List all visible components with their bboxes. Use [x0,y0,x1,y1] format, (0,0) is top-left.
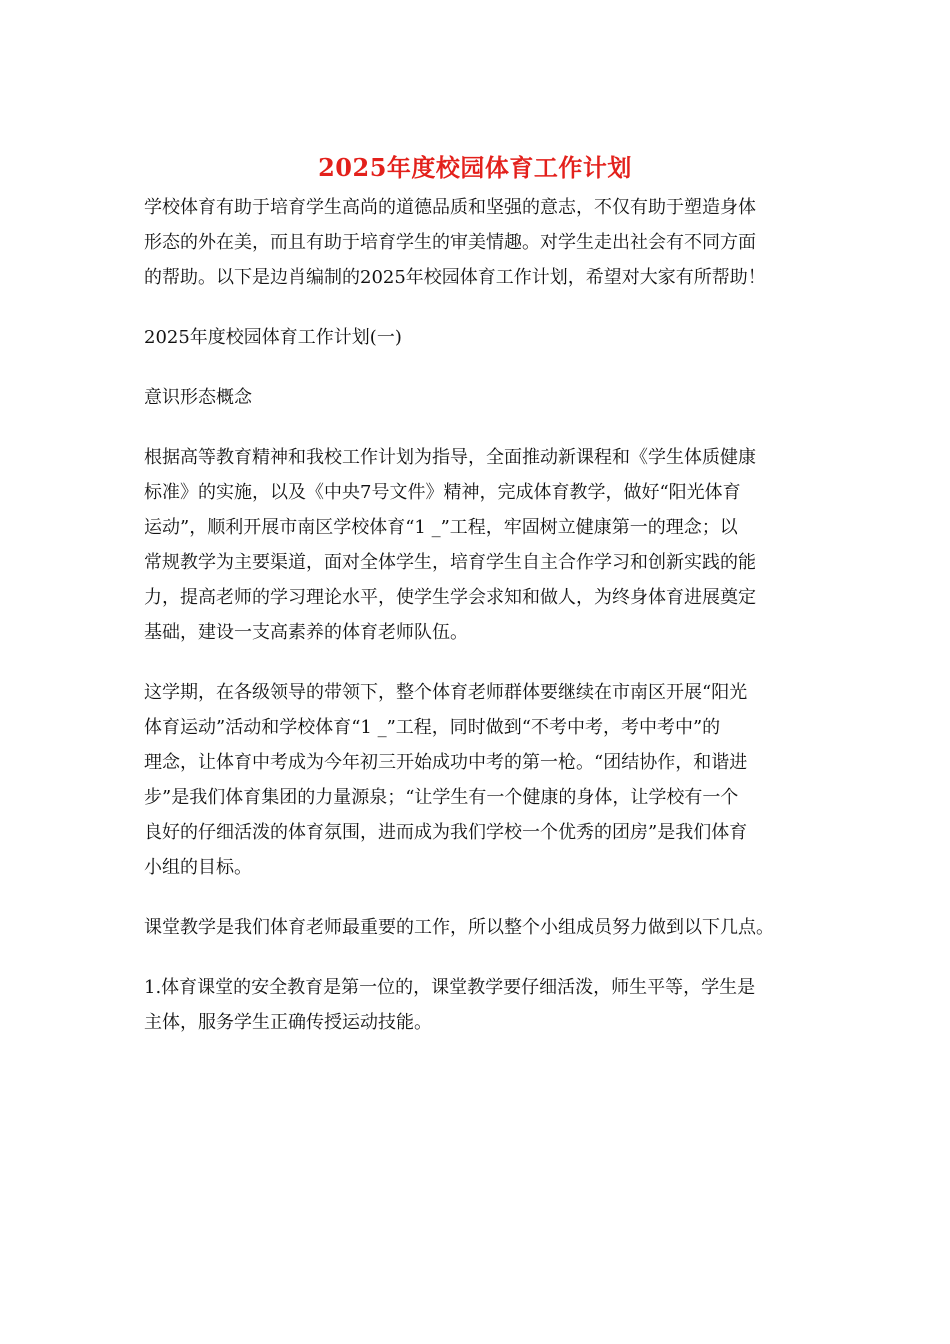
body-paragraph-4 [144,970,808,1040]
paragraph-1-line-5: 力，提高老师的学习理论水平，使学生学会求知和做人，为终身体育进展奠定 [144,587,756,608]
paragraph-2-line-2: 体育运动”活动和学校体育“1 _”工程，同时做到“不考中考，考中考中”的 [144,717,721,738]
document-title: 2025年度校园体育工作计划 [318,153,632,182]
paragraph-1-line-1: 根据高等教育精神和我校工作计划为指导，全面推动新课程和《学生体质健康 [144,447,756,468]
paragraph-1-line-3: 运动”，顺利开展市南区学校体育“1 _”工程，牢固树立健康第一的理念；以 [144,517,738,538]
intro-paragraph [144,190,808,295]
paragraph-1-line-4: 常规教学为主要渠道，面对全体学生，培育学生自主合作学习和创新实践的能 [144,552,756,573]
paragraph-4-line-2: 主体，服务学生正确传授运动技能。 [144,1012,432,1033]
subheading: 意识形态概念 [144,387,252,408]
intro-line-1: 学校体育有助于培育学生高尚的道德品质和坚强的意志，不仅有助于塑造身体 [144,197,756,218]
body-paragraph-1 [144,440,808,650]
paragraph-2-line-5: 良好的仔细活泼的体育氛围，进而成为我们学校一个优秀的团房”是我们体育 [144,822,748,843]
paragraph-2-line-3: 理念，让体育中考成为今年初三开始成功中考的第一枪。“团结协作，和谐进 [144,752,748,773]
paragraph-2-line-4: 步”是我们体育集团的力量源泉；“让学生有一个健康的身体，让学校有一个 [144,787,739,808]
document-body [144,190,808,1040]
intro-line-2: 形态的外在美，而且有助于培育学生的审美情趣。对学生走出社会有不同方面 [144,232,756,253]
body-paragraph-2 [144,675,808,885]
paragraph-1-line-2: 标准》的实施，以及《中央7号文件》精神，完成体育教学，做好“阳光体育 [144,482,741,503]
paragraph-2-line-6: 小组的目标。 [144,857,252,878]
intro-line-3: 的帮助。以下是边肖编制的2025年校园体育工作计划，希望对大家有所帮助！ [144,267,766,288]
paragraph-2-line-1: 这学期，在各级领导的带领下，整个体育老师群体要继续在市南区开展“阳光 [144,682,748,703]
paragraph-4-line-1: 1.体育课堂的安全教育是第一位的，课堂教学要仔细活泼，师生平等，学生是 [144,977,756,998]
paragraph-3-line-1: 课堂教学是我们体育老师最重要的工作，所以整个小组成员努力做到以下几点。 [144,917,774,938]
body-paragraph-3 [144,910,808,945]
section-heading: 2025年度校园体育工作计划(一) [144,327,402,348]
paragraph-1-line-6: 基础，建设一支高素养的体育老师队伍。 [144,622,468,643]
